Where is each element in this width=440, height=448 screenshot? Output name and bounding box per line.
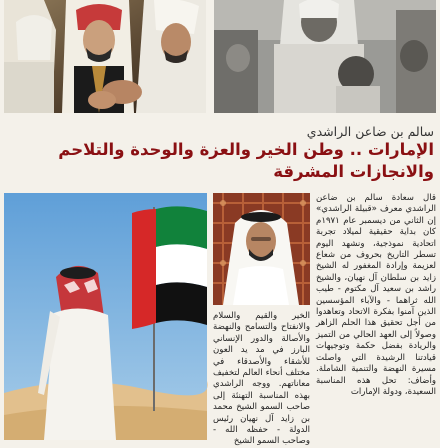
article-paragraph: الخير والقيم والسلام والانفتاح والتسامح والنهضة والأصالة والدور الإنساني البارز في مد يد العون للأشقاء والأصدقاء في مختلف أنحاء العالم لتخفيف معاناتهم. ووجه الراشدي بهذه المناسبة التهنئة إلى صاحب السمو الشيخ محمد بن زايد آل نهيان رئيس الدولة - حفظه الله - وصاحب السمو الشيخ [213,311,310,447]
headline-line-2: والانجازات المشرقة [273,162,434,181]
photo-divider [206,0,214,113]
article-column-right [316,193,436,440]
article-column-left [213,311,310,447]
photo-sheikhs-greeting [4,0,206,113]
photo-portrait-rashidi [213,193,310,305]
article-paragraph: قال سعادة سالم بن ضاعن الراشدي معرف «قبيلة الراشدي» إن الثاني من ديسمبر عام ١٩٧١م كان بداية حقيقية لميلاد تجربة اتحادية نموذجية، ونشهد اليوم تسطر التاريخ بحروف من شعاع لعزيمة وإرادة المغفور له الشيخ زايد بن سلطان آل نهيان، والشيخ راشد بن سعيد آل مكتوم - طيب الله ثراهما - والآباء المؤسسين الذين آمنوا بفكرة الاتحاد وتعاهدوا من أجل تحقيق هذا الحلم الزاهر وصولاً إلى العهد الحالي من التميز والريادة بفضل حكمة وتوجيهات قيادتنا الرشيدة التي واصلت مسيرة النهضة والتنمية الشاملة. وأضاف: تحل هذه المناسبة السعيدة، ودولة الإمارات [316,193,436,397]
headline-line-1: الإمارات .. وطن الخير والعزة والوحدة والتلاحم [58,140,434,159]
photo-vintage-archive [214,0,436,113]
article-byline: سالم بن ضاعن الراشدي [306,124,434,139]
article-headline [6,139,434,183]
photo-man-with-flag [4,193,207,440]
